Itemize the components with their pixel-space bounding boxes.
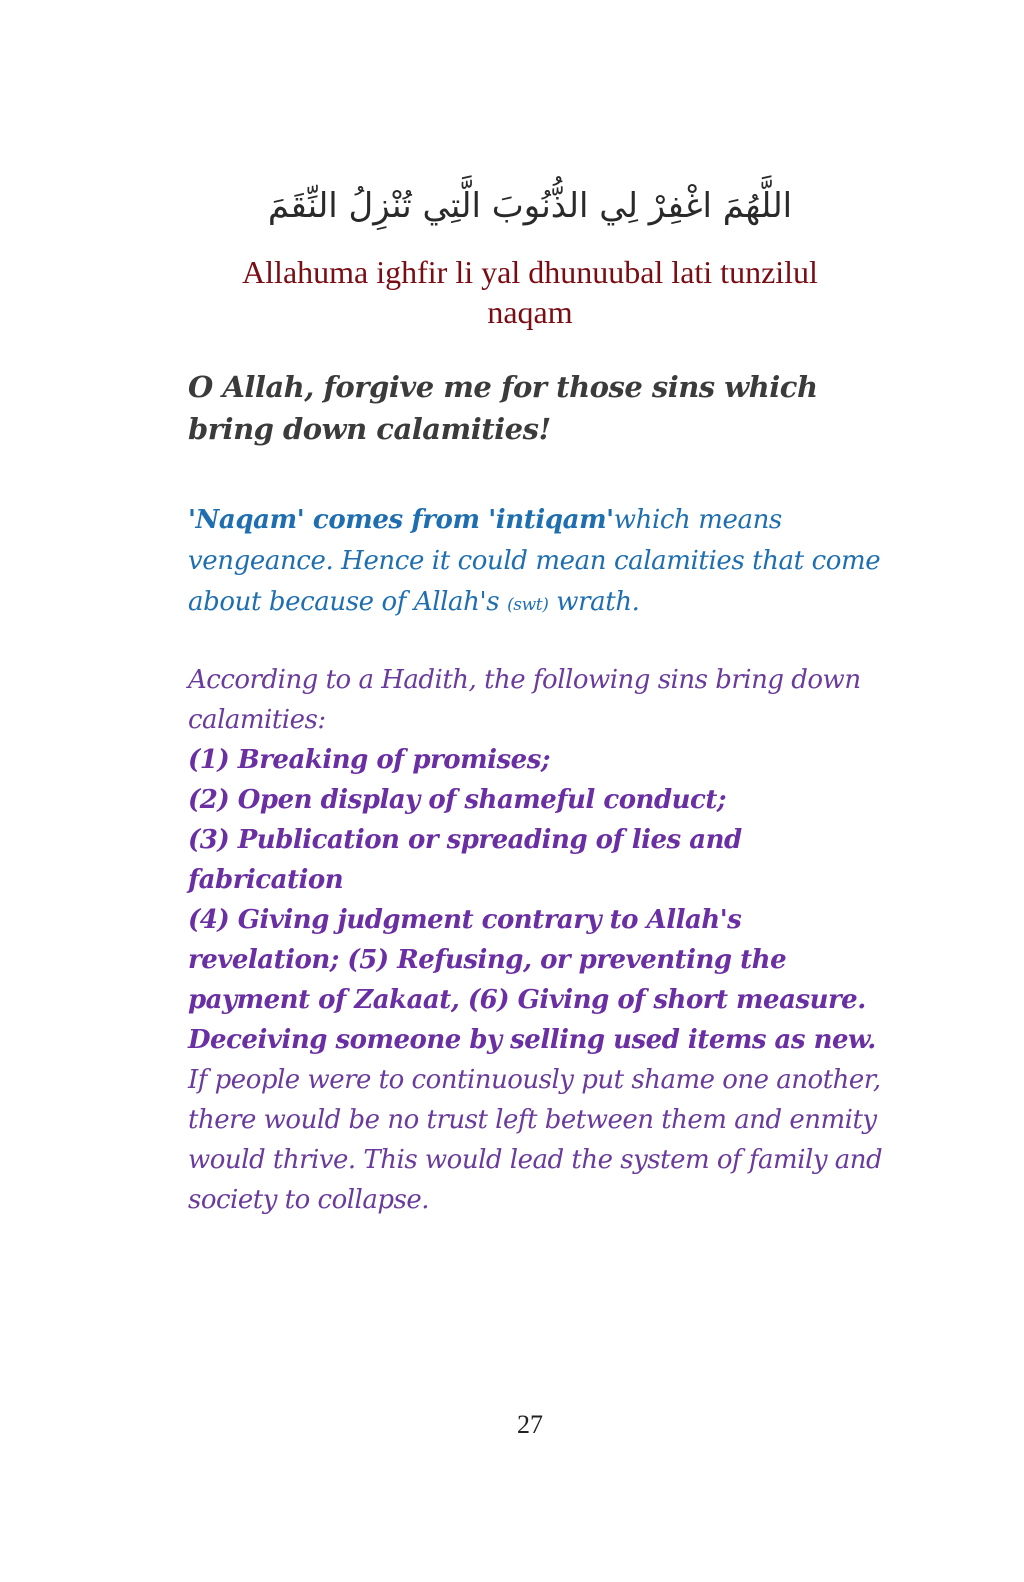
arabic-dua: اللَّهُمَ اغْفِرْ لِي الذُّنُوبَ الَّتِي تُنْزِلُ النِّقَمَ [267,186,793,226]
hadith-section [188,660,888,1220]
explanation-text: which means vengeance. Hence it could mean calamities that come about because of Allah's [188,505,881,617]
hadith-closing: If people were to continuously put shame one another, there would be no trust left between them and enmity would thrive. This would lead the system of family and society to collapse. [188,1065,883,1215]
page-number: 27 [517,1410,543,1439]
sin-item: (4) Giving judgment contrary to Allah's revelation; (5) Refusing, or preventing the payment of Zakaat, (6) Giving of short measure. Deceiving someone by selling used items as new. [188,905,876,1055]
dua-translation: O Allah, forgive me for those sins which bring down calamities! [188,370,818,446]
explanation-bold: 'Naqam' comes from 'intiqam' [188,505,614,535]
explanation-end: wrath. [548,587,640,617]
hadith-intro: According to a Hadith, the following sins bring down calamities: [188,665,861,735]
honorific: (swt) [507,595,549,615]
sin-item: (3) Publication or spreading of lies and fabrication [188,825,742,895]
naqam-explanation [188,500,888,626]
sin-item: (2) Open display of shameful conduct; [188,785,726,815]
dua-transliteration: Allahuma ighfir li yal dhunuubal lati tunzilul naqam [242,254,818,330]
sin-item: (1) Breaking of promises; [188,745,550,775]
